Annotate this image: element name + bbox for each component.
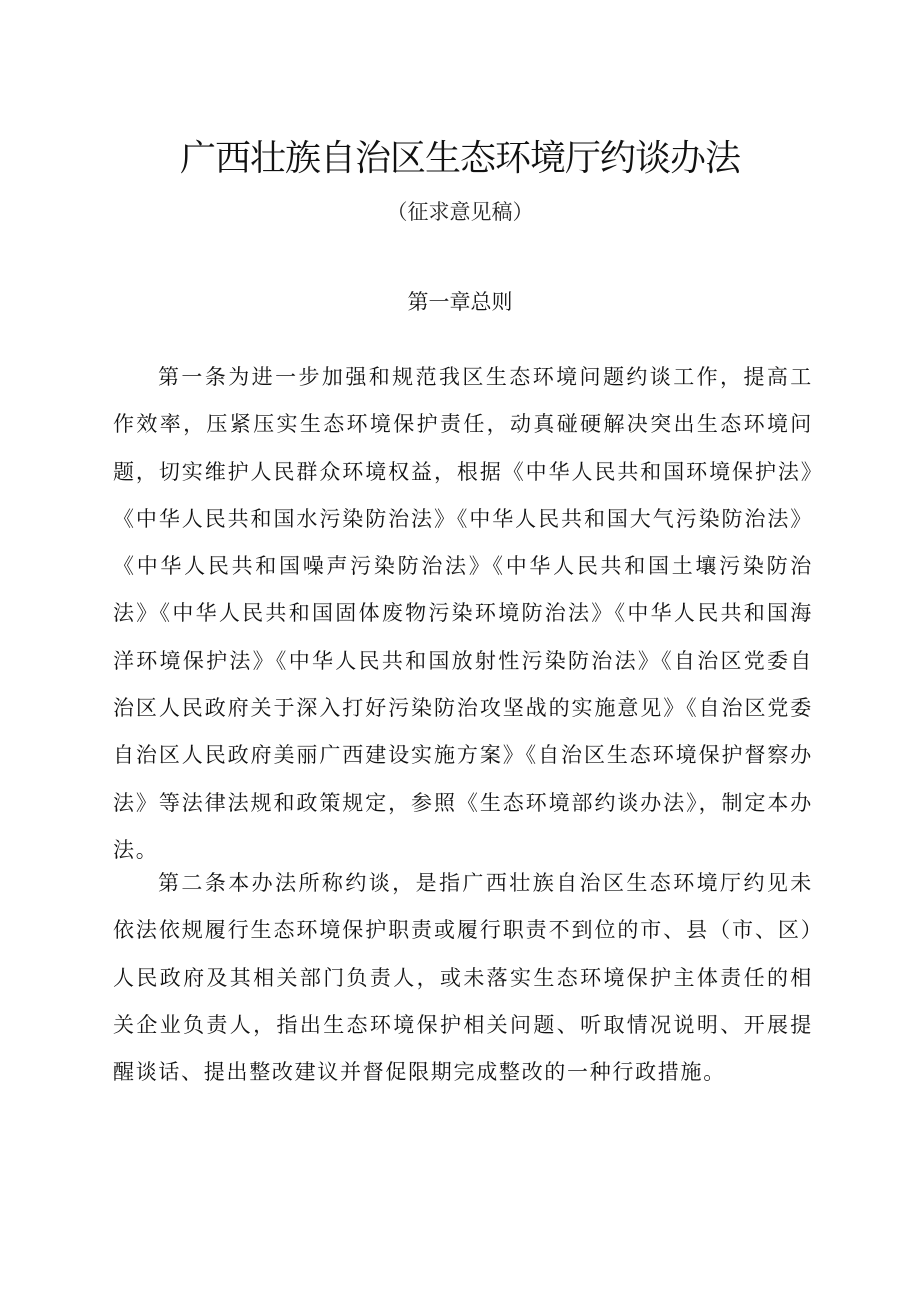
chapter-heading: 第一章总则 — [407, 290, 513, 314]
document-title: 广西壮族自治区生态环境厅约谈办法 — [179, 138, 740, 179]
article-paragraph-1: 第一条为进一步加强和规范我区生态环境问题约谈工作，提高工作效率，压紧压实生态环境保护责任，动真碰硬解决突出生态环境问题，切实维护人民群众环境权益，根据《中华人民共和国环境保护法》《中华人民共和国水污染防治法》《中华人民共和国大气污染防治法》《中华人民共和国噪声污染防治法》《中华人民共和国土壤污染防治法》《中华人民共和国固体废物污染环境防治法》《中华人民共和国海洋环境保护法》《中华人民共和国放射性污染防治法》《自治区党委自治区人民政府关于深入打好污染防治攻坚战的实施意见》《自治区党委自治区人民政府美丽广西建设实施方案》《自治区生态环境保护督察办法》等法律法规和政策规定，参照《生态环境部约谈办法》，制定本办法。 — [113, 365, 813, 862]
document-subtitle: （征求意见稿） — [386, 200, 534, 224]
article-paragraph-2: 第二条本办法所称约谈，是指广西壮族自治区生态环境厅约见未依法依规履行生态环境保护职责或履行职责不到位的市、县（市、区）人民政府及其相关部门负责人，或未落实生态环境保护主体责任的相关企业负责人，指出生态环境保护相关问题、听取情况说明、开展提醒谈话、提出整改建议并督促限期完成整改的一种行政措施。 — [113, 871, 813, 1085]
